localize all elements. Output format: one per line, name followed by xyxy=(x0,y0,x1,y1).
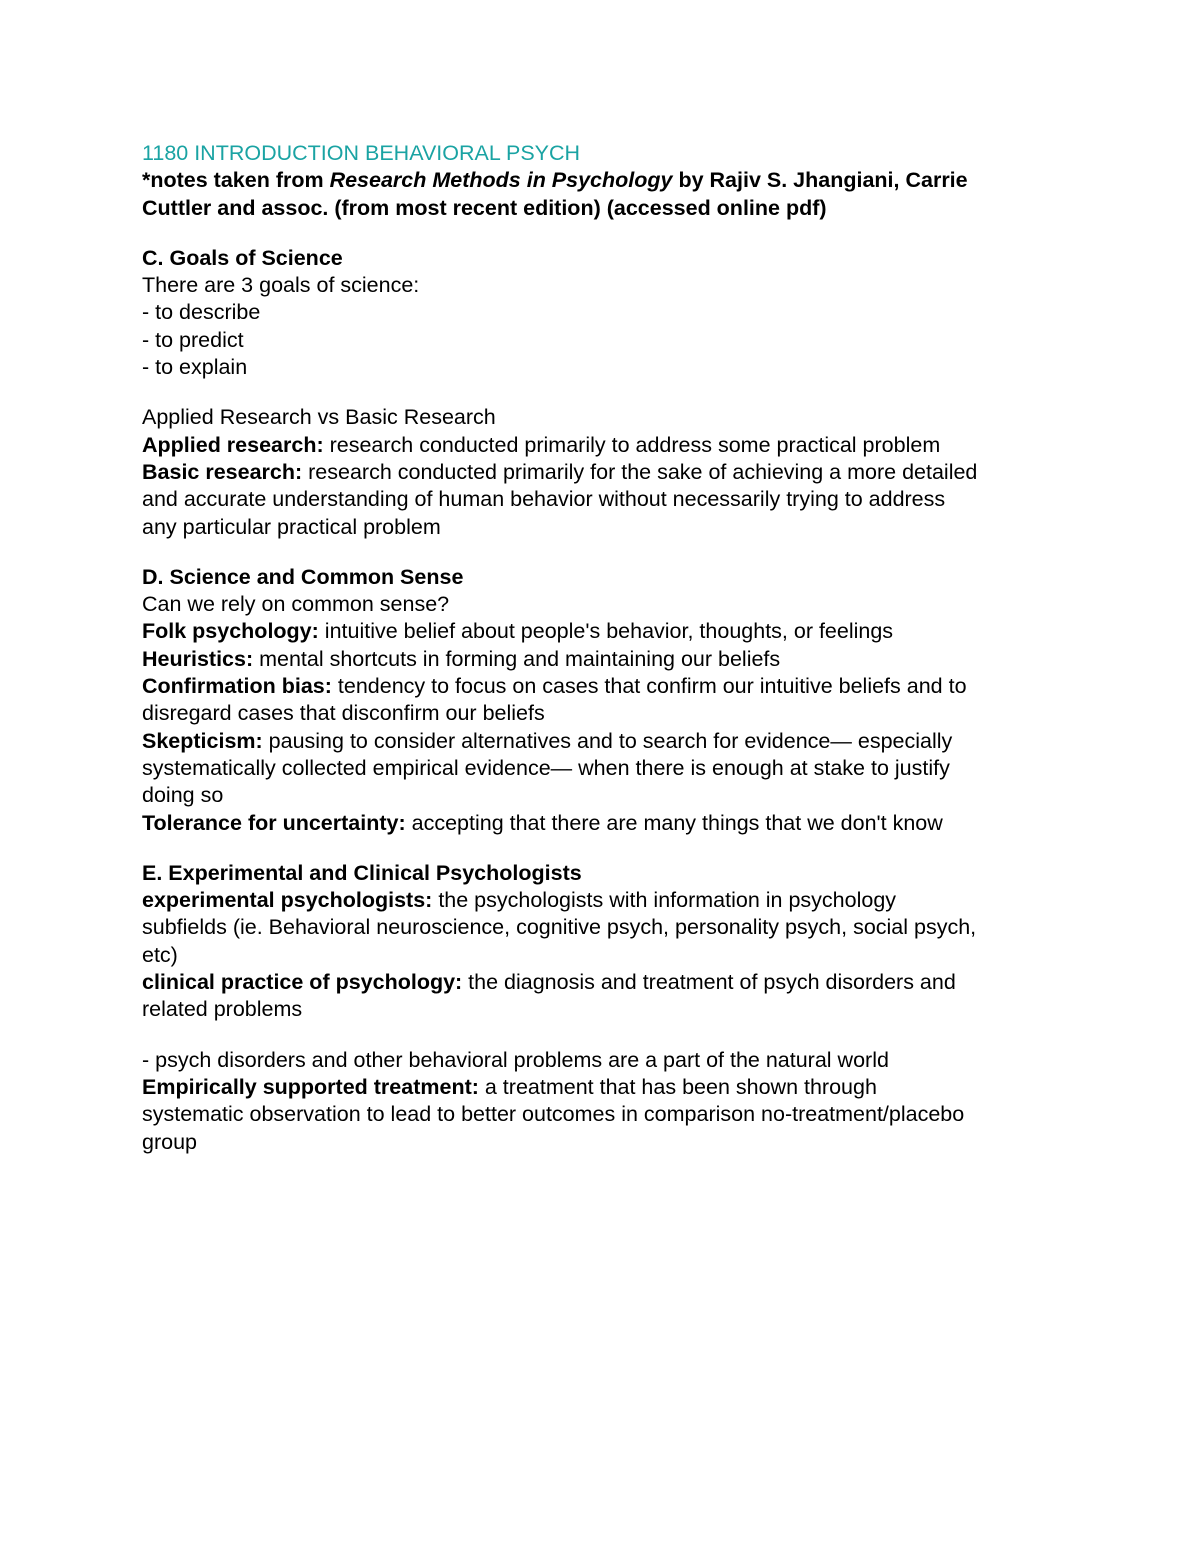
experimental-psychologists-definition xyxy=(142,887,1072,914)
skepticism-text: pausing to consider alternatives and to search for evidence— especially xyxy=(262,728,953,753)
tolerance-text: accepting that there are many things that we don't know xyxy=(405,810,943,835)
source-note-line2: Cuttler and assoc. (from most recent edition) (accessed online pdf) xyxy=(142,195,827,220)
experimental-psychologists-text: the psychologists with information in psychology xyxy=(432,888,897,913)
research-heading: Applied Research vs Basic Research xyxy=(142,405,496,430)
empirically-supported-line: group xyxy=(142,1129,197,1154)
tolerance-definition xyxy=(142,810,1072,837)
clinical-practice-line: related problems xyxy=(142,997,303,1022)
source-note-suffix: by Rajiv S. Jhangiani, Carrie xyxy=(672,168,968,193)
empirically-supported-definition xyxy=(142,1074,1072,1101)
skepticism-line: systematically collected empirical evidence— when there is enough at stake to justify xyxy=(142,755,950,780)
basic-research-text: research conducted primarily for the sake of achieving a more detailed xyxy=(302,459,978,484)
document-page xyxy=(142,140,1072,1156)
clinical-practice-term: clinical practice of psychology: xyxy=(142,970,463,995)
skepticism-line: doing so xyxy=(142,783,224,808)
skepticism-definition xyxy=(142,728,1072,755)
heuristics-definition xyxy=(142,646,1072,673)
clinical-practice-text: the diagnosis and treatment of psych disorders and xyxy=(462,970,956,995)
skepticism-term: Skepticism: xyxy=(142,728,263,753)
confirmation-bias-term: Confirmation bias: xyxy=(142,674,332,699)
source-note-line1 xyxy=(142,167,1072,194)
section-c-heading: C. Goals of Science xyxy=(142,245,343,270)
applied-research-term: Applied research: xyxy=(142,432,324,457)
applied-research-definition xyxy=(142,432,1072,459)
tolerance-term: Tolerance for uncertainty: xyxy=(142,810,406,835)
basic-research-line: and accurate understanding of human behavior without necessarily trying to address xyxy=(142,487,946,512)
section-e-heading: E. Experimental and Clinical Psychologists xyxy=(142,860,582,885)
natural-world-note: - psych disorders and other behavioral problems are a part of the natural world xyxy=(142,1047,889,1072)
heuristics-text: mental shortcuts in forming and maintaining our beliefs xyxy=(253,646,781,671)
experimental-psychologists-line: etc) xyxy=(142,942,178,967)
goal-item: - to explain xyxy=(142,355,248,380)
empirically-supported-text: a treatment that has been shown through xyxy=(478,1074,877,1099)
experimental-psychologists-line: subfields (ie. Behavioral neuroscience, cognitive psych, personality psych, social psych, xyxy=(142,915,977,940)
folk-psychology-term: Folk psychology: xyxy=(142,619,319,644)
section-d-question: Can we rely on common sense? xyxy=(142,592,450,617)
clinical-practice-definition xyxy=(142,969,1072,996)
goal-item: - to describe xyxy=(142,300,261,325)
source-book-title: Research Methods in Psychology xyxy=(329,168,673,193)
confirmation-bias-text: tendency to focus on cases that confirm our intuitive beliefs and to xyxy=(331,674,967,699)
heuristics-term: Heuristics: xyxy=(142,646,254,671)
basic-research-definition xyxy=(142,459,1072,486)
confirmation-bias-definition xyxy=(142,673,1072,700)
empirically-supported-line: systematic observation to lead to better outcomes in comparison no-treatment/placebo xyxy=(142,1102,965,1127)
source-note-prefix: *notes taken from xyxy=(142,168,330,193)
applied-research-text: research conducted primarily to address some practical problem xyxy=(323,432,941,457)
folk-psychology-text: intuitive belief about people's behavior, thoughts, or feelings xyxy=(318,619,894,644)
section-d-heading: D. Science and Common Sense xyxy=(142,564,464,589)
document-title: 1180 INTRODUCTION BEHAVIORAL PSYCH xyxy=(142,141,581,165)
basic-research-line: any particular practical problem xyxy=(142,514,441,539)
goal-item: - to predict xyxy=(142,327,244,352)
experimental-psychologists-term: experimental psychologists: xyxy=(142,888,433,913)
basic-research-term: Basic research: xyxy=(142,459,303,484)
confirmation-bias-line: disregard cases that disconfirm our beliefs xyxy=(142,701,545,726)
section-c-intro: There are 3 goals of science: xyxy=(142,273,420,298)
folk-psychology-definition xyxy=(142,618,1072,645)
empirically-supported-term: Empirically supported treatment: xyxy=(142,1074,479,1099)
